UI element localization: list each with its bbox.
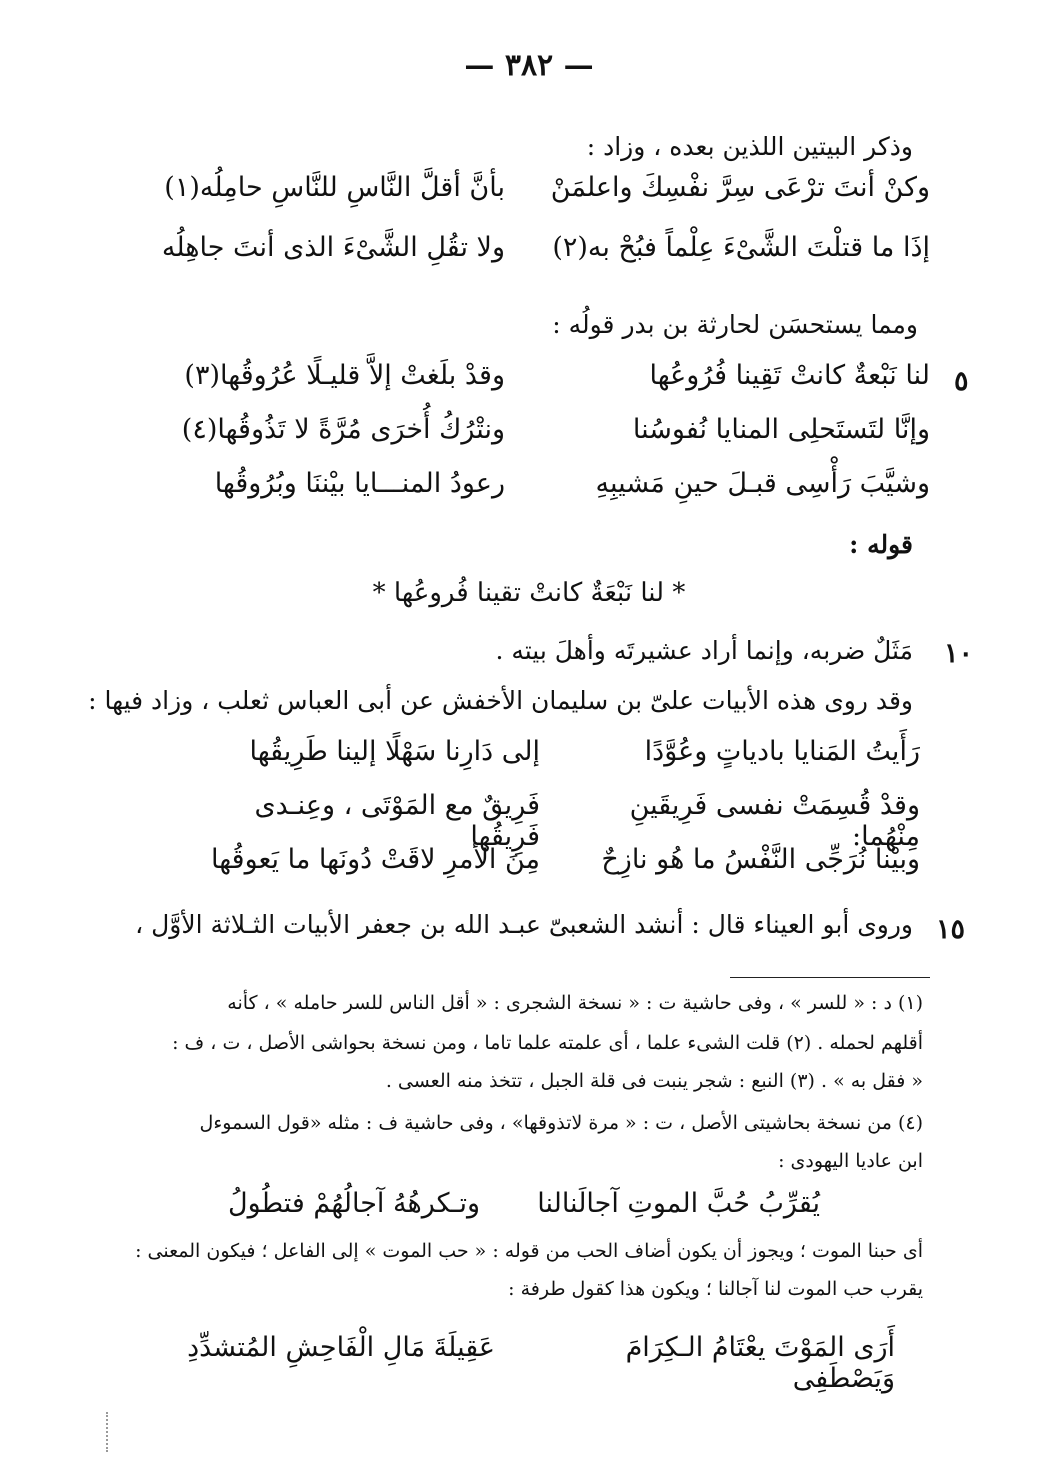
second-hemistich: إلى دَارِنا سَهْلًا إلينا طَرِيقُها (249, 736, 540, 767)
footnote-separator (730, 977, 930, 978)
verse-row (120, 360, 930, 406)
first-hemistich: يُقرِّبُ حُبَّ الموتِ آجالَنالنا (537, 1188, 820, 1219)
line-number: ٥ (954, 366, 969, 397)
first-hemistich: إذَا ما قتلْتَ الشَّىْءَ عِلْماً فبُحْ به(٢) (552, 232, 930, 263)
second-hemistich: ونتْرُكُ أُخرَى مُرَّةً لا تَذُوقُها(٤) (181, 414, 505, 445)
footnote-line: أقلهم لحمله . (٢) قلت الشىء علما ، أى علمته علما تاما ، ومن نسخة بحواشى الأصل ، ت ، ف : (172, 1032, 923, 1054)
second-hemistich: ولا تقُلِ الشَّىْءَ الذى أنتَ جاهِلُه (161, 232, 505, 263)
first-hemistich: لنا نَبْعةٌ كانتْ تَقِينا فُرُوعُها (649, 360, 930, 391)
footnote-line: أى حبنا الموت ؛ ويجوز أن يكون أضاف الحب من قوله : « حب الموت » إلى الفاعل ؛ فيكون المعنى : (135, 1240, 923, 1262)
footnote-line: يقرب حب الموت لنا آجالنا ؛ ويكون هذا كقول طرفة : (508, 1278, 923, 1300)
second-hemistich: فَرِيقٌ مع المَوْتَى ، وعِنـدى فَرِيقُها (254, 790, 540, 852)
first-hemistich: وشيَّبَ رَأْسِى قبـلَ حينِ مَشيبِهِ (595, 468, 930, 499)
line-number: ١٠ (944, 638, 974, 669)
second-hemistich: عَقِيلَةَ مَالِ الْفَاحِشِ المُتشدِّدِ (187, 1332, 495, 1363)
second-hemistich: رعودُ المنـــايا بيْننَا وبُرُوقُها (214, 468, 505, 499)
second-hemistich: بأنَّ أقلَّ النَّاسِ للنَّاسِ حامِلُه(١) (164, 172, 505, 203)
second-hemistich: وتـكرهُهُ آجالُهُمْ فتطُولُ (228, 1188, 480, 1219)
intro-text: وذكر البيتين اللذين بعده ، وزاد : (586, 132, 913, 161)
first-hemistich: أَرَى المَوْتَ يعْتَامُ الـكِرَامَ وَيَصْطَفِى (625, 1332, 895, 1394)
first-hemistich: وإنَّا لتَستَحلِى المنايا نُفوسُنا (632, 414, 930, 445)
verse-row (120, 172, 930, 218)
intro-text-2: ومما يستحسَن لحارثة بن بدر قولُه : (552, 310, 918, 339)
footnote-verse (200, 1188, 820, 1228)
mathal-text: مَثَلٌ ضربه، وإنما أراد عشيرتَه وأهلَ بيته . (495, 636, 913, 665)
footnote-line: ابن عاديا اليهودى : (778, 1150, 923, 1172)
riwaya-text: وقد روى هذه الأبيات علىّ بن سليمان الأخفش عن أبى العباس ثعلب ، وزاد فيها : (88, 686, 913, 715)
verse-row (180, 790, 920, 852)
verse-row (120, 414, 930, 460)
verse-row (120, 232, 930, 278)
first-hemistich: وبيْنا نُرَجِّى النَّفْسُ ما هُو نازِحٌ (601, 844, 920, 875)
footnote-line: (٤) من نسخة بحاشيتى الأصل ، ت : « مرة لاتذوقها» ، وفى حاشية ف : مثله «قول السموءل (199, 1112, 923, 1134)
first-hemistich: وكنْ أنتَ ترْعَى سِرَّ نفْسِكَ واعلمَنْ (550, 172, 930, 203)
verse-row (180, 736, 920, 782)
quoted-hemistich: * لنا نَبْعَةٌ كانتْ تقينا فُروعُها * (372, 578, 686, 608)
qawluh-label: قوله : (849, 530, 913, 559)
second-hemistich: مِنَ الأمرِ لاقَتْ دُونَها ما يَعوقُها (210, 844, 540, 875)
footnote-line: (١) د : « للسر » ، وفى حاشية ت : « نسخة الشجرى : « أقل الناس للسر حامله » ، كأنه (227, 992, 923, 1014)
footnote-verse (135, 1332, 895, 1394)
riwaya-text-2: وروى أبو العيناء قال : أنشد الشعبىّ عبـد الله بن جعفر الأبيات الثـلاثة الأوَّل ، (135, 910, 913, 939)
line-number: ١٥ (936, 914, 966, 945)
scan-mark (106, 1412, 111, 1452)
first-hemistich: رَأَيتُ المَنايا بادياتٍ وعُوَّدًا (644, 736, 920, 767)
second-hemistich: وقدْ بلَغتْ إلاَّ قليـلًا عُرُوقُها(٣) (184, 360, 505, 391)
verse-row (120, 468, 930, 514)
page-number: — ٣٨٢ — (464, 48, 594, 83)
first-hemistich: وقدْ قُسِمَتْ نفسى فَرِيقَينِ مِنْهُما: (629, 790, 920, 852)
verse-row (180, 844, 920, 890)
footnote-line: « فقل به » . (٣) النبع : شجر ينبت فى قلة الجبل ، تتخذ منه العسى . (385, 1070, 923, 1092)
